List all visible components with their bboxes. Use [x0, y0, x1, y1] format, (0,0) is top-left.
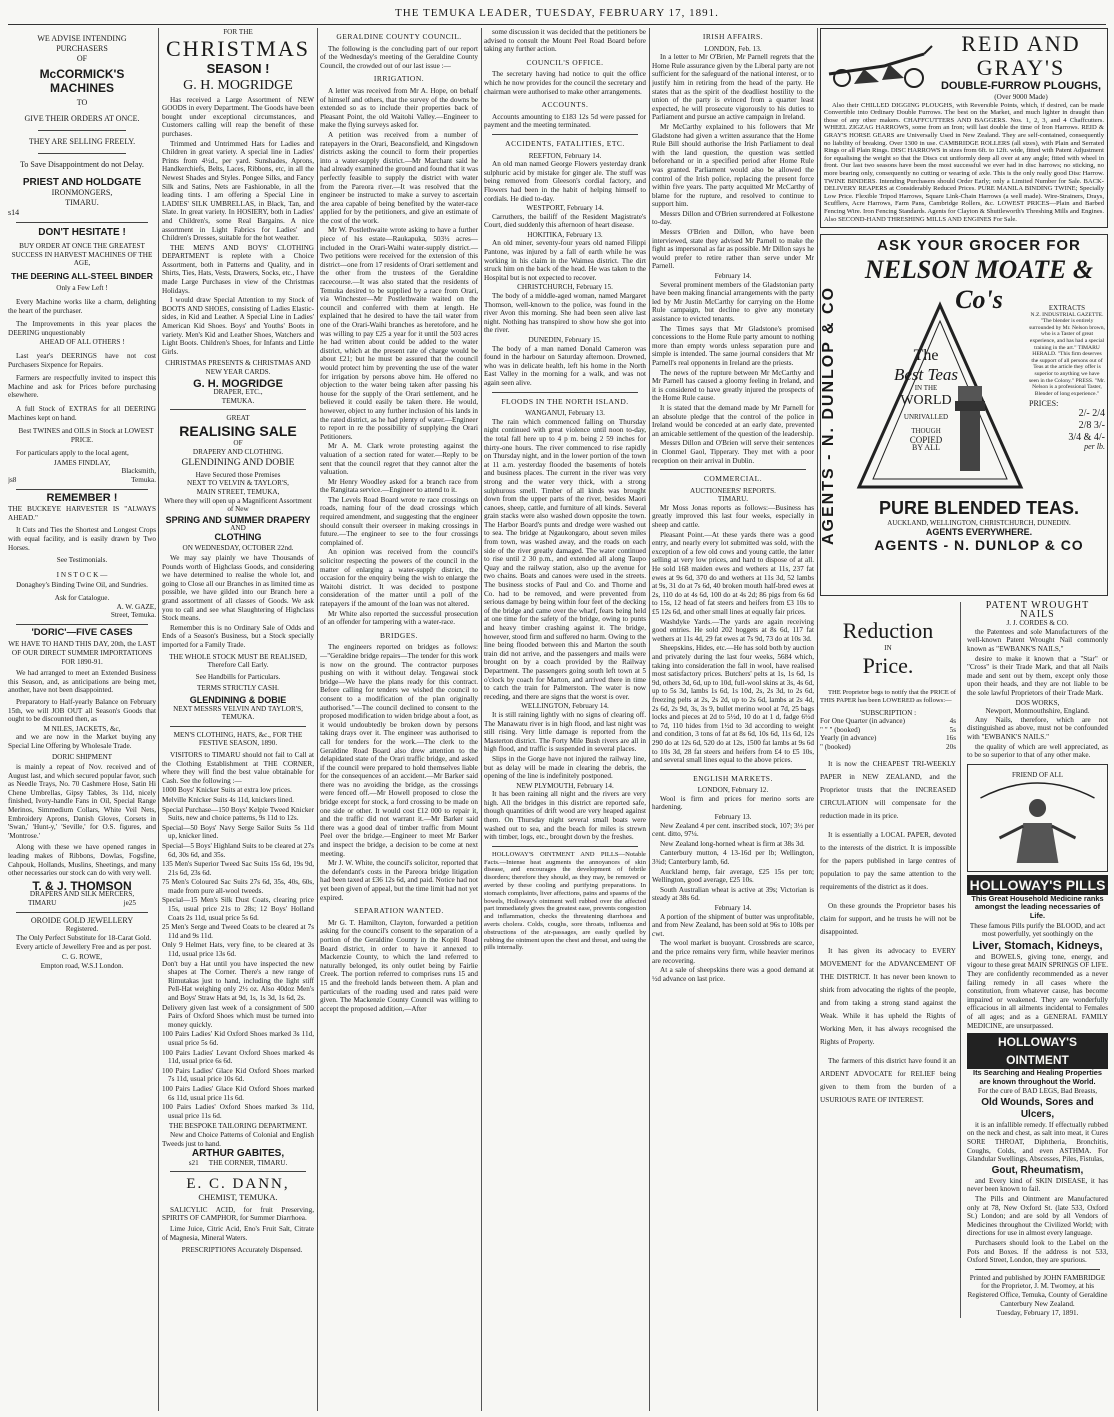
advert-text: Best TWINES and OILS in Stock at LOWEST PRICE. — [18, 427, 154, 444]
advert-text: DRAPERY AND CLOTHING. — [192, 447, 284, 456]
advert-text: THE MEN'S AND BOYS' CLOTHING DEPARTMENT is replete with a Choice Assortment, both in Patterns and Quality, and in Shirts, Ties, Hats, Vests, Drawers, Socks, etc., I have made Large Purchases in view of the Christmas Holidays. — [162, 243, 314, 295]
article-subheading: AUCTIONEERS' REPORTS. — [690, 486, 776, 495]
dateline: WANGANUI, February 13. — [525, 409, 605, 418]
advert-heading: McCORMICK'S MACHINES — [39, 67, 125, 95]
advert-text: Where they will open up a Magnificent Assortment of New — [164, 496, 312, 514]
tea-triangle-text — [881, 347, 971, 453]
advert-text: PRICES: — [1029, 399, 1059, 409]
mccormick-advert — [8, 34, 156, 218]
advert-text: THE BUCKEYE HARVESTER IS "ALWAYS AHEAD." — [8, 505, 156, 522]
article-paragraph: New Zealand long-horned wheat is firm at 38s 3d. — [660, 839, 805, 848]
article-paragraph: Canterbury mutton, 4 13-16d per lb; Wellington, 3¾d; Canterbury lamb, 6d. — [652, 849, 814, 867]
column-rule — [817, 28, 818, 1411]
subscription-row-price: 5s — [949, 725, 956, 734]
advert-text: DRAPER, ETC., — [213, 388, 263, 397]
advert-text: TERMS STRICTLY CASH. — [197, 684, 279, 693]
masthead: THE TEMUKA LEADER, TUESDAY, FEBRUARY 17, 1891. — [8, 2, 1106, 25]
advert-text: THE BESPOKE TAILORING DEPARTMENT. — [168, 1122, 308, 1131]
article-paragraph: The wool market is buoyant. Crossbreds are scarce, and the price remains very firm, while heavier merinos are recovering. — [652, 939, 814, 965]
advert-text: For the cure of BAD LEGS, Bad Breasts, — [977, 1087, 1098, 1096]
advert-text: Therefore Call Early. — [207, 661, 269, 670]
advert-text: IRONMONGERS, — [51, 188, 113, 197]
advert-heading: MEN'S CLOTHING, HATS, &c., FOR THE FESTIVE SEASON, 1890. — [173, 730, 303, 748]
advert-heading: REALISING SALE — [179, 422, 297, 439]
tea-extracts — [1029, 305, 1105, 451]
advert-text: AGENTS EVERYWHERE. — [925, 526, 1033, 537]
clothing-item-list — [162, 786, 314, 1120]
advert-text: FRIEND OF ALL — [1012, 770, 1063, 779]
advert-heading: Price. — [862, 652, 914, 678]
advert-text: THEY ARE SELLING FREELY. — [28, 137, 136, 146]
dateline: REEFTON, February 14. — [528, 151, 602, 160]
advert-text: 'SUBSCRIPTION : — [859, 708, 917, 717]
article-paragraph: HOLLOWAY'S OINTMENT AND PILLS—Notable Facts.—Intense heat augments the annoyances of skin disease, and encourages the development of febrile disorders; therefore they should, as they may, be removed or averted by these cooling and purifying preparations. In stomach complaints, liver affections, pains and spasms of the bowels, Holloway's ointment well rubbed over the affected part immediately gives the greatest ease, prevents congestion and inflammation, checks the threatening diarrhoea and averts cholera. Colds, coughs, sore throats, influenza and obstructions of the air-passages, are easily quelled by rubbing the ointment upon the chest and throat, and using the pills internally. — [484, 850, 646, 952]
list-item: Melville Knicker Suits 4s 11d, knickers lined. — [162, 795, 294, 804]
advert-heading: HOLLOWAY'S OINTMENT — [967, 1033, 1108, 1069]
advert-text: On these grounds the Proprietor bases his claim for support, and he trusts he will not be disappointed. — [820, 901, 956, 936]
buckeye-advert — [8, 491, 156, 620]
advert-text: WORLD — [900, 392, 952, 408]
advert-agent: A. W. GAZE, — [116, 602, 156, 611]
article-paragraph: It is stated that the demand made by Mr Parnell for an absolute pledge that the control of the police in Ireland would be conceded at an early date, prevented an amicable settlement of the question of the leadership. — [652, 403, 814, 438]
article-paragraph: At a sale of sheepskins there was a good demand at ½d advance on last price. — [652, 966, 814, 983]
article-paragraph: In a letter to Mr O'Brien, Mr Parnell regrets that the Home Rule assurance given by the Liberal party are not sufficient for the safeguard of the national interest, or to justify him in retiring from the head of the party. He states that as the spirit of the deadliest hostility to the union of the party is evinced from a quarter least expected, he will prosecute vigorously to his duties to Parliament and pursue an active campaign in Ireland. — [652, 53, 814, 122]
article-paragraph: An old miner, seventy-four years old named Filippi Pantone, was injured by a fall of earth while he was working in his claim in the Waimea district. The dirt struck him on the back of the head. He was taken to the Hospital but is not expected to recover. — [484, 239, 646, 282]
advert-text: We may say plainly we have Thousands of Pounds worth of Highclass Goods, and considering we have determined to realise the whole lot, and going to Close all our Branches in as limited time as possible, we have gilded into our Branch here a grand assortment of all classes of Goods. We ask you to call and see what Slaughtering of Highclass Stock means. — [162, 554, 314, 623]
advert-text: VISITORS to TIMARU should not fail to Call at the Clothing Establishment at THE CORNER, where they will find the best value obtainable for Cash. See the following :— — [162, 750, 314, 785]
reduction-in-price-notice — [820, 602, 961, 1318]
advert-text: NEXT TO VELVIN & TAYLOR'S, — [187, 479, 289, 488]
dateline: February 13. — [714, 813, 752, 822]
dateline: CHRISTCHURCH, February 15. — [517, 283, 613, 292]
article-paragraph: some discussion it was decided that the petitioners be advised to consult the Mount Peel Road Board before taking any further action. — [484, 28, 646, 54]
advert-text: MAIN STREET, TEMUKA, — [196, 487, 280, 496]
list-item: Special—15 Men's Silk Dust Coats, clearing price 15s, usual price 21s to 28s; 12 Boys' Holland Coats 2s 11d, usual price 5s 6d. — [162, 896, 314, 922]
advert-text: GIVE THEIR ORDERS AT ONCE. — [24, 114, 140, 123]
advert-text: THE Proprietor begs to notify that the PRICE of THIS PAPER has been LOWERED as follows:— — [820, 688, 956, 704]
advert-heading: 'DORIC'—FIVE CASES — [31, 626, 133, 638]
article-paragraph: Mr Moss Jonas reports as follows:—Business has greatly improved this last four weeks, especially in sheep and cattle. — [652, 503, 814, 530]
advert-text: The Improvements in this year places the DEERING unquestionably — [8, 320, 156, 337]
advert-text: Temuka. — [131, 476, 156, 485]
advert-text: THOUGH — [911, 427, 941, 436]
advert-text: TO — [76, 98, 88, 107]
advert-heading: OROIDE GOLD JEWELLERY — [30, 915, 134, 925]
advert-text: GREAT — [226, 414, 250, 423]
column-rule — [317, 28, 318, 1411]
list-item: 100 Pairs Ladies' Kid Oxford Shoes marked 3s 11d, usual price 5s 6d. — [162, 1030, 314, 1047]
article-paragraph: A petition was received from a number of ratepayers in the Orari, Beaconsfield, and Kingsdown districts asking the council to form their properties into a water-supply district.—Mr Marchant said he had already examined the ground and found that it was perfectly feasible to supply the district with water from the Pareora river.—It was resolved that the engineer be instructed to make a survey to ascertain the area capable of being benefited by the water-race applied for by the petitioners, and give an estimate of the cost of the work. — [320, 130, 478, 225]
advert-text: Also their CHILLED DIGGING PLOUGHS, with Reversible Points, which, if desired, can be made Convertible into Ordinary Double Furrows. The best on the Market, and much lighter in draught than those of any other makers. CHAFFCUTTERS AND BAGGERS. Nos. 1, 2, 3, and 4 Chaffcutters. WHEEL ZIGZAG HARROWS, some from an Iron; will last double the time of Iron Harrows. REID & GRAY'S HORSE GEARS are Universally Used in New Zealand. They are self-contained, consequently no liability of breaking. Over 1300 in use. CAMBRIDGE ROLLERS (all sizes), with Plain and Serrated Rings or all Plain Rings. DISC HARROWS in sizes from 6ft. to 12ft. wide, fitted with Patent Adjustment for equalising the weight so that the Discs cut uniformly deep all over at any angle; fitted with wheel in front. Our last two seasons have been the most successful we ever had in disc harrows; no sticking, no more bearing only, consequently no cutting or wearing of axle. This is the only really good Disc Harrow. TWINE BINDERS. Intending Purchasers should Order Early; only a Limited Number for Sale. BACK-DELIVERY REAPERS at Considerably Reduced Prices. PURE MANILA BINDING TWINE; Specially Low Price. Flexible Tripod Harrows, Square Link-Chain Harrows (a well made). Wire-Strainers, Drays, Scufflers, Acre Harrows, Farm Pans, Cambridge Rollers, &c. LOWEST PRICES—Plain and Barbed Fencing Wire. Iron Fencing Standards. Agents for Clayton & Shuttleworth's Threshing Mills and Engines. Also SECOND-HAND THRESHING MILLS AND ENGINES For Sale. — [824, 101, 1104, 223]
subscription-row-label: Yearly (in advance) — [820, 734, 877, 743]
advert-text: desire to make it known that a "Star" or "Cross" is their Trade Mark, and that all Nails made and sent out by them, except only those upon their heads, and they are not liable to be the sole lawful Proprietors of their Trade Mark. — [967, 654, 1108, 698]
advert-heading: CHRISTMAS — [166, 35, 310, 61]
advert-text: TEMUKA. — [221, 396, 255, 405]
advert-text: Gout, Rheumatism, — [991, 1164, 1084, 1176]
advert-text: It is essentially a LOCAL PAPER, devoted to the interests of the district. It is impossible for the papers published in large centres of population to pay the same attention to the requirements of the district as it does. — [820, 830, 956, 891]
advert-heading: DORIC SHIPMENT — [51, 752, 113, 761]
dateline: NEW PLYMOUTH, February 14. — [516, 781, 614, 790]
advert-text: Street, Temuka. — [110, 611, 156, 620]
advert-heading: HOLLOWAY'S PILLS — [967, 875, 1108, 895]
advert-text: IN THE — [914, 384, 938, 393]
advert-text: Blacksmith, — [121, 467, 156, 476]
advert-text: FOR THE — [223, 28, 253, 36]
column-2-advertisements — [162, 28, 314, 1411]
advert-code: s21 — [188, 1158, 199, 1167]
article-paragraph: Carruthers, the bailiff of the Resident Magistrate's Court, died suddenly this afternoon of heart disease. — [484, 212, 646, 230]
list-item: Delivery given last week of a consignment of 500 Pairs of Oxford Shoes which must be turned into money quickly. — [162, 1003, 314, 1029]
advert-text: and Every kind of SKIN DISEASE, it has never been known to fail. — [967, 1176, 1108, 1194]
oroide-advert — [8, 917, 156, 971]
subscription-row-price: 20s — [946, 743, 956, 752]
advert-text: Newport, Monmouthshire, England. — [985, 707, 1090, 716]
advert-heading: E. C. DANN, — [186, 1176, 290, 1193]
article-paragraph: Mr White also reported the successful prosecution of an offender for tampering with a water-race. — [320, 609, 478, 627]
advert-text: ON WEDNESDAY, OCTOBER 22nd. — [182, 543, 294, 552]
advert-text: AHEAD OF ALL OTHERS ! — [39, 338, 125, 347]
holloway-illustration — [967, 764, 1108, 872]
advert-text: The — [913, 347, 939, 365]
article-subheading: COUNCIL'S OFFICE. — [526, 57, 604, 67]
dateline: WESTPORT, February 14. — [526, 204, 604, 213]
dateline: HOKITIKA, February 13. — [527, 230, 603, 239]
article-paragraph: Sheepskins, Hides, etc.—He has sold both by auction and privately during the last four weeks, 5684 which, taking into consideration the fall in wool, have realised most satisfactory prices. Butchers' pelts at 1s, 1s 6d, 1s 9d, others 3d, 6d, up to 10d, full-wool skins at 3s, 4s 6d, up to 5s 3d, lambs 1s 6d, 1s 10d, 2s, 2s 3d, to 2s 6d, freezing pelts at 2s, 2s 2d, up to 2s 6d, lambs at 2s 4d, 2s 6d, 2s 9d, 3s, 3s 9, bullet merino wool at 7d, 25 bags locks and pieces at 2d to 5½d, 10 do at 1 d, fadge 6½d to 7d, 110 hides from 1½d to 3d according to weight and condition, 3 tons of fat at 8s 6d, 10s 6d, 11s 6d, 12s 290 do at 12s 6d, 520 do at 12s, 1500 fat lambs at 9s 6d to 10s 3d, 28 fat steers and heifers from £4 to £5 10s, and several small lines equal to the above prices. — [652, 644, 814, 765]
article-paragraph: An opinion was received from the council's solicitor respecting the powers of the council in the matter of enlarging a water-supply district, the occasion for the enquiry being the wish to enlarge the Waitohi district. It was decided to postpone consideration of the matter until a poll of the ratepayers if the amount of the loan was not altered. — [320, 548, 478, 608]
list-item: 100 Pairs Ladies' Glace Kid Oxford Shoes marked 7s 11d, usual price 10s 6d. — [162, 1066, 314, 1084]
advert-text: THE WHOLE STOCK MUST BE REALISED, — [169, 652, 307, 661]
advert-text: This Great Household Medicine ranks amongst the leading necessaries of Life. — [971, 893, 1104, 920]
article-paragraph: The Times says that Mr Gladstone's promised concessions to the Home Rule party amount to nothing more than empty words unless separation pure and simple is intended. The same journal considers that Mr Parnell's real opponents in Ireland are the priests. — [652, 324, 814, 367]
column-4-news — [484, 28, 646, 1411]
advert-text: Have Secured those Premises — [195, 470, 281, 479]
advert-text: It has given its advocacy to EVERY MOVEMENT for the ADVANCEMENT OF THE DISTRICT. It has never been known to shirk from advocating the rights of the people, and from taking a strong stand against the Weak. While it has upheld the Rights of Working Men, it has always recognised the Rights of Property. — [820, 946, 956, 1046]
article-subheading: IRRIGATION. — [373, 74, 425, 84]
article-paragraph: Accounts amounting to £183 12s 5d were passed for payment and the meeting terminated. — [484, 112, 646, 130]
advert-text: WE HAVE TO HAND THIS DAY, 20th, the LAST OF OUR DIRECT SUMMER IMPORTATIONS FOR 1890-91. — [8, 640, 156, 666]
article-heading: COMMERCIAL. — [703, 474, 763, 484]
article-paragraph: Slips in the Gorge have not injured the railway line, but as delay will be made in clearing the debris, the opening of the line is indefinitely postponed. — [484, 754, 646, 781]
advert-text: per lb. — [1084, 442, 1105, 451]
article-paragraph: Mr McCarthy explained to his followers that Mr Gladstone had given a written assurance that the Home Rule Bill should authorise the Irish Parliament to deal with the land question, the question was settled beforehand or in a specified period after Home Rule was granted. Parliament would also be allowed the control of the Irish police, replacing the present force within five years. The party acquitted Mr McCarthy of blame for the rupture, and resolved to continue to support him. — [652, 122, 814, 209]
advert-heading: CLOTHING — [214, 531, 262, 542]
imprint-date: Tuesday, February 17, 1891. — [996, 1309, 1079, 1318]
advert-text: The Pills and Ointment are Manufactured only at 78, New Oxford St. (late 533, Oxford St.) London; and are sold by all Vendors of Medicines throughout the Civilized World; with directions for use in almost every language. — [967, 1195, 1108, 1238]
advert-heading: SEASON ! — [206, 60, 270, 76]
advert-text: Trimmed and Untrimmed Hats for Ladies and Children in great variety. A special line in Ladies' Prints from 4½d., per yard. Sunshades, Aprons, Handkerchiefs, Belts, Laces, Ribbons, etc, in all the Newest Shades and Styles. Pongee Silks, and Fancy Silk and Satins, Nets are Fashionable, in all the leading tints. I am offering a Special Line in LADIES' SILK UMBRELLAS, in Black, Tan, and Slate. In great variety. In HOSIERY, both in Ladies' and Children's, some Real Bargains. A nice assortment in Light Fabrics for Ladies' and Children's Dresses, suitable for the hot weather. — [162, 139, 314, 243]
advert-heading: SPRING AND SUMMER DRAPERY — [165, 514, 311, 525]
advert-text: Farmers are respectfully invited to inspect this Machine and ask for Prices before purchasing elsewhere. — [8, 374, 156, 400]
advert-text: IN — [884, 644, 892, 653]
advert-text: Along with these we have opened ranges in leading makes of Ribbons, Dowlas, Fogsfine, Cahpouk, Hollands, Muslins, Sheetings, and many other necessaries our stock can do with very well. — [8, 843, 156, 878]
advert-text: DRAPERS AND SILK MERCERS, — [29, 890, 135, 899]
lower-advert-row — [820, 602, 1108, 1318]
advert-text: Purchasers should look to the Label on the Pots and Boxes. If the address is not 533, Oxford Street, London, they are spurious. — [967, 1239, 1108, 1265]
list-item: 135 Men's Superior Tweed Sac Suits 15s 6d, 19s 9d, 21s 6d, 23s 6d. — [162, 860, 314, 877]
column-1-advertisements — [8, 28, 156, 1411]
dateline: TIMARU. — [717, 495, 749, 504]
advert-text: SALICYLIC ACID, for fruit Preserving, SPIRITS OF CAMPHOR, for Summer Diarrhoea. — [162, 1205, 314, 1223]
reid-gray-advert — [820, 28, 1108, 228]
price-line: 2/- 2/4 — [1078, 408, 1105, 419]
advert-text: COPIED — [909, 434, 943, 445]
advert-heading: T. & J. THOMSON — [32, 878, 132, 893]
article-paragraph: The body of a man named Donald Cameron was found in the harbour on Saturday afternoon. Drowned, who was in delicate health, left his home in the North East Valley in the morning for a walk, and was not again seen alive. — [484, 344, 646, 387]
advert-code: js8 — [8, 476, 17, 485]
advert-text: and BOWELS, giving tone, energy, and vigour to these great MAIN SPRINGS OF LIFE. They are confidently recommended as a never failing remedy in all cases where the constitution, from whatever cause, has become impaired or weakened. They are wonderfully efficacious in all ailments incidental to Females of all ages; and as a GENERAL FAMILY MEDICINE, are unsurpassed. — [967, 952, 1108, 1030]
list-item: 100 Pairs Ladies' Oxford Shoes marked 3s 11d, usual price 11s 6d. — [162, 1103, 314, 1120]
advert-text: The farmers of this district have found it an ARDENT ADVOCATE for RELIEF being given to them from the burden of a USURIOUS RATE OF INTEREST. — [820, 1056, 956, 1104]
advert-text: N.Z. INDUSTRIAL GAZETTE. "The blender is entirely surrounded by Mr. Nelson brown, who is a Taster of great experience, and has had a special training in the art." TIMARU HERALD. "This firm deserves the support of all persons out of Teas at the article they offer is superior to anything we have seen in the Colony." PRESS. "Mr. Nelson is a professional Taster, Blender of long experience." — [1029, 311, 1105, 397]
article-paragraph: Mr J. W. White, the council's solicitor, reported that the defendant's costs in the Pareora bridge litigation had been taxed at £36 12s 6d, and paid. Notice had not yet been given of appeal, but the time limit had not yet expired. — [320, 859, 478, 902]
article-heading: FLOODS IN THE NORTH ISLAND. — [501, 396, 629, 406]
list-item: Special—5 Boys' Highland Suits to be cleared at 27s 6d, 30s 6d, and 35s. — [162, 841, 314, 859]
article-paragraph: An old man named George Flowers yesterday drank sulphuric acid by mistake for ginger ale. The stuff was being removed from Gleeson's cordial factory, and Flowers had been in the habit of helping himself to cordials. He died to-day. — [484, 160, 646, 203]
imprint: Printed and published by JOHN FAMBRIDGE for the Proprietor, J. M. Twomey, at his Registered Office, Temuka, County of Geraldine Canterbury New Zealand. — [967, 1273, 1108, 1308]
advert-heading: AGENTS - N. DUNLOP & CO — [874, 537, 1084, 554]
advert-text: CHEMIST, TEMUKA. — [198, 1192, 278, 1203]
advert-text: BUY ORDER AT ONCE THE GREATEST SUCCESS IN HARVEST MACHINES OF THE AGE, — [11, 242, 153, 268]
advert-heading: I N S T O C K — — [56, 570, 108, 579]
advert-text: Last year's DEERINGS have not cost Purchasers Sixpence for Repairs. — [8, 351, 156, 369]
article-paragraph: Messrs Dillon and O'Brien surrendered at Folkestone to-day. — [652, 209, 814, 227]
advert-text: is mainly a repeat of Nov. received and of August last, and which secured popular favor, such as Needle Trays, No. 70 Cashmere Hose, Satin Hi Chene Umbrellas, Gipsy Tables, 3s 11d, nicely finished, Ivory-handle Fans in Oil, Special Range Merinos, Simmedium Collars, White Veil Nets, Embroidery Aprons, Danish Gloves, Corsets in 'Swan,' 'Hunt-y,' 'Seville,' for O.S. figures, and 'Montrose.' — [8, 763, 156, 840]
article-subheading: BRIDGES. — [380, 630, 418, 640]
advert-text: TEMUKA. — [221, 713, 255, 722]
advert-text: THE CORNER, TIMARU. — [208, 1158, 288, 1167]
advert-heading: Reduction — [842, 618, 934, 644]
column-5-news — [652, 28, 814, 1411]
advert-heading: PATENT WROUGHT NAILS — [985, 600, 1090, 620]
list-item: Don't buy a Hat until you have inspected the new shapes at The Corner. There's a new range of Rimutakas just to hand, including the light stiff Pell-Hat weighing only 2½ oz. Also 40doz Men's and Boys' Straw Hats at 9d, 1s, 1s 3d, 1s 6d, 2s. — [162, 959, 314, 1002]
advert-text: These famous Pills purify the BLOOD, and act most powerfully, yet soothingly on the — [969, 921, 1106, 939]
advert-text: A full Stock of EXTRAS for all DEERING Machines kept on hand. — [8, 404, 156, 422]
article-paragraph: A letter was received from Mr A. Hope, on behalf of himself and others, that the survey of the downs be extended so as to include their properties back of Pleasant Point, the old Waitohi Valley.—Engineer to make the flying surveys asked for. — [320, 86, 478, 130]
advert-text: UNRIVALLED — [903, 412, 949, 421]
advert-text: We had arranged to meet an Extended Business this Season, and, as anticipations are being met, another, have not been disappointed. — [8, 669, 156, 695]
advert-text: Registered. — [65, 925, 99, 934]
advert-text: See Testimonials. — [56, 556, 108, 565]
advert-text: Lime Juice, Citric Acid, Eno's Fruit Salt, Citrate of Magnesia, Mineral Waters. — [162, 1225, 314, 1242]
advert-text: Has received a Large Assortment of NEW GOODS in every Department. The Goods have been bought under exceptional circumstances, and Customers calling will reap the benefit of these purchases. — [162, 95, 314, 138]
article-paragraph: A portion of the shipment of butter was unprofitable, and from New Zealand, has been sold at 96s to 108s per cwt. — [652, 912, 814, 938]
article-paragraph: Auckland hemp, fair average, £25 15s per ton; Wellington, good average, £25 10s. — [652, 867, 814, 885]
advert-text: Donaghey's Binding Twine Oil, and Sundries. — [16, 581, 148, 590]
advert-text: OF — [76, 54, 88, 63]
column-rule — [649, 28, 650, 1411]
column-6-advertisements — [820, 28, 1108, 1411]
advert-text: AUCKLAND, WELLINGTON, CHRISTCHURCH, DUNEDIN. — [887, 519, 1071, 528]
dateline: LONDON, February 12. — [697, 786, 769, 795]
advert-text: Preparatory to Half-yearly Balance on February 15th, we will JOB OUT all Season's Goods that ought to be discounted then, as — [8, 697, 156, 724]
advert-heading: G. H. MOGRIDGE — [183, 77, 293, 93]
article-paragraph: It is still raining lightly with no signs of clearing off. The Manawatu river is in high flood, and last night was still rising. Very little damage is reported from the Masterton district. The Forty Mile Bush rivers are all in high flood, and traffic is suspended in several places. — [484, 710, 646, 754]
list-item: 100 Pairs Ladies' Glace Kid Oxford Shoes marked 6s 11d, usual price 11s 6d. — [162, 1084, 314, 1102]
article-paragraph: South Australian wheat is active at 39s; Victorian is steady at 38s 6d. — [652, 885, 814, 903]
nelson-moate-tea-advert — [820, 234, 1108, 596]
list-item: 25 Men's Serge and Tweed Coats to be cleared at 7s 11d and 9s 11d. — [162, 923, 314, 940]
advert-text: New and Choice Patterns of Colonial and English Tweeds just to hand. — [162, 1130, 314, 1148]
advert-heading: THE DEERING ALL-STEEL BINDER — [11, 270, 153, 281]
article-paragraph: The engineers reported on bridges as follows:—"Geraldine bridge repairs—The tender for this work is now on the ground. The contractor purposes pushing on with it without delay. Tengawai stock bridge—We have the plans ready for this contract. Before calling for tenders we wished the council to consent to a modification of the plan originally authorised."—The council declined to consent to the proposed modification to widen bridge about a foot, as it would undoubtedly be broken down by persons taking drays over it. The engineer was authorised to call for tenders for the work.—The clerk to the Geraldine Road Board also drew attention to the delapidated state of the Orari traffic bridge, and asked if the council were prepared to hold themselves liable for the consequences of an accident.—Mr Barker said there was no avoiding the bridge, as the crossings were fenced off.—Mr Howell proposed to close the bridge except for stock, a ford crossing to be made on one side or other. It would cost £12 000 to repair it, and the traffic did not warrant it.—Mr Barker said there was a good deal of timber traffic from Mount Peel over the bridge.—Engineer to meet Mr Barker and inspect the bridge, a decision to be come at next meeting. — [320, 643, 478, 858]
subscription-row-price: 16s — [946, 734, 956, 743]
advert-text: To Save Disappointment do not Delay. — [20, 160, 144, 169]
list-item: Only 9 Helmet Hats, very fine, to be cleared at 3s 11d, usual price 13s 6d. — [162, 941, 314, 959]
article-heading: ENGLISH MARKETS. — [693, 773, 773, 783]
advert-text: M NILES, JACKETS, &c, — [43, 724, 121, 733]
advert-text: the quality of which are well appreciated, as to be so superior to that of any other make. — [967, 742, 1108, 760]
advert-text: it is an infallible remedy. If effectually rubbed on the neck and chest, as salt into meat, it Cures SORE THROAT, Diphtheria, Bronchitis, Coughs, Colds, and even ASTHMA. For Glandular Swellings, Abscesses, Piles, Fistulas, — [967, 1120, 1108, 1164]
article-paragraph: The secretary having had notice to quit the office which he now provides for the council the secretary and chairman were authorised to make other arrangements. — [484, 70, 646, 96]
article-paragraph: The following is the concluding part of our report of the Wednesday's meeting of the Geraldine County Council, the crowded out of our last issue :— — [320, 44, 478, 70]
advert-text: Old Wounds, Sores and Ulcers, — [981, 1096, 1094, 1120]
advert-text: Any Nails, therefore, which are not distinguished as above, must not be confounded with "EWBANK'S NAILS." — [967, 715, 1108, 741]
advert-text: TIMARU. — [65, 198, 99, 207]
plough-illustration-icon — [824, 44, 934, 90]
list-item: 100 Pairs Ladies' Levant Oxford Shoes marked 4s 11d, usual price 6s 6d. — [162, 1048, 314, 1066]
advert-text: and we are now in the Market buying any Special Line Offering by Wholesale Trade. — [8, 733, 156, 750]
advert-side-text: AGENTS - N. DUNLOP & CO — [820, 285, 837, 545]
advert-heading: REID AND GRAY'S — [961, 31, 1081, 80]
advert-heading: PRIEST AND HOLDGATE — [22, 177, 142, 188]
column-rule — [158, 28, 159, 1411]
advert-text: AND — [230, 524, 246, 533]
article-paragraph: Mr A. M. Clark wrote protesting against the valuation of a section rated for water.—Reply to be sent that the council regret that they cannot alter the valuation. — [320, 442, 478, 477]
dateline: DUNEDIN, February 15. — [528, 336, 602, 344]
advert-text: I would draw Special Attention to my Stock of BOOTS AND SHOES, consisting of Ladies Elastic-sides, in Kid and Leather. A Special Line in Ladies' American Kid Shoes. Boys' and Youths' Boots in variety. Men's Kid and Leather Shoes, Watchers and Light Boots. Children's Shoes, for Infants and Little Girls. — [162, 296, 314, 356]
advert-text: For particulars apply to the local agent, — [16, 449, 129, 458]
price-line: 2/8 3/- — [1078, 420, 1105, 431]
list-item: Special—50 Boys' Navy Serge Sailor Suits 5s 11d up, knicker lined. — [162, 823, 314, 841]
advert-text: PRESCRIPTIONS Accurately Dispensed. — [181, 1246, 303, 1255]
friend-of-all-figure-icon — [971, 768, 1104, 868]
advert-text: Ask for Catalogue. — [54, 594, 110, 602]
advert-text: DOS WORKS, — [1015, 698, 1060, 707]
article-paragraph: New Zealand 4 per cent. inscribed stock, 107; 3½ per cent. ditto, 97¼. — [652, 821, 814, 839]
advert-text: Only a Few Left ! — [56, 284, 108, 293]
advert-text: Remember this is no Ordinary Sale of Odds and Ends of a Season's Business, but a Stock specially imported for a Family Trade. — [162, 623, 314, 650]
advert-text: See Handbills for Particulars. — [195, 672, 281, 681]
article-subheading: SEPARATION WANTED. — [354, 906, 444, 916]
advert-text: It is now the CHEAPEST TRI-WEEKLY PAPER in NEW ZEALAND, and the Proprietor trusts that the INCREASED CIRCULATION will compensate for the reduction made in its price. — [820, 759, 956, 820]
article-paragraph: Pleasant Point.—At these yards there was a good entry, and nearly every lot submitted was sold, with the exception of a few old cows and young cattle, the latter selling at very low prices, and hard to dispose of at all. He sold 168 maiden ewes and wethers at 11s, 237 fat ewes at 9s 6d, 370 do and wethers at 11s 3d, 52 lambs at 9s, 31 do at 7s 6d, 40 broken mouth half-bred ewes at 2s, 110 do at 4s 6d, 100 do at 4s 2d; 86 pigs from 6s 6d to 15s, 12 head of fat steers and heifers from £3 10s to £5 12s 6d, and other small lines at equally fair prices. — [652, 530, 814, 616]
advert-heading: GLENDINING & DOBIE — [189, 695, 287, 705]
advert-heading: G. H. MOGRIDGE — [193, 377, 283, 390]
advert-code: s14 — [8, 208, 20, 217]
advert-heading: NELSON MOATE & Co's — [864, 255, 1094, 315]
advert-text: NEXT MESSRS VELVIN AND TAYLOR'S, — [173, 704, 303, 713]
advert-agent: C. G. ROWE, — [61, 952, 103, 961]
subscription-row-price: 4s — [949, 717, 956, 726]
advert-heading: EXTRACTS — [1048, 304, 1086, 313]
article-paragraph: Mr G. T. Hamilton, Clayton, forwarded a petition asking for the council's consent to the separation of a portion of the Geraldine County in the Kopiti Road Board district, in order to have it annexed to Mackenzie County, to which the land referred to naturally belonged, its only outlet being by Fairlie Creek. The portion referred to comprises runs 15 and 15 and the freehold lands between them. A plan and particulars of the roading used and rates paid were given. The Mackenzie County Council was willing to accept the proposed addition,—After — [320, 918, 478, 1013]
article-subheading: ACCOUNTS. — [541, 100, 589, 110]
article-paragraph: The news of the rupture between Mr McCarthy and Mr Parnell has caused a gloomy feeling in Ireland, and it is considered to have greatly injured the prospects of the Home Rule cause. — [652, 368, 814, 403]
list-item: 1000 Boys' Knicker Suits at extra low prices. — [162, 786, 292, 795]
advert-heading: DON'T HESITATE ! — [38, 227, 126, 238]
price-line: 3/4 & 4/- — [1068, 432, 1105, 443]
advert-code: je25 — [123, 899, 136, 907]
advert-text: Liver, Stomach, Kidneys, — [972, 939, 1103, 952]
advert-text: It Cuts and Ties the Shortest and Longest Crops with equal facility, and is easily drawn by Two Horses. — [8, 526, 156, 552]
article-paragraph: The Levels Road Board wrote re race crossings on roads, naming four of the dead crossings which required amendment, and suggesting that the engineer should consult their overseer in making crossings in future.—The engineer to see to the four crossings complained of. — [320, 495, 478, 547]
article-paragraph: Wool is firm and prices for merino sorts are hardening. — [652, 794, 814, 812]
wrought-nails-advert — [967, 602, 1108, 760]
article-heading: ACCIDENTS, FATALITIES, ETC. — [505, 138, 625, 148]
advert-heading: DOUBLE-FURROW PLOUGHS, — [940, 80, 1102, 92]
subscription-row-label: " " " (booked) — [820, 725, 861, 734]
advert-text: BY ALL — [912, 443, 940, 453]
article-paragraph: Messrs O'Brien and Dillon, who have been interviewed, state they advised Mr Parnell to make the fight as impersonal as far as possible. Mr Dillon says he would prefer to retire rather than serve under Mr Parnell. — [652, 228, 814, 271]
dateline: WELLINGTON, February 14. — [521, 702, 609, 711]
article-heading: IRISH AFFAIRS. — [702, 32, 764, 41]
advert-heading: GLENDINING AND DOBIE — [181, 458, 295, 469]
advert-text: OF — [233, 438, 243, 447]
article-heading: GERALDINE COUNTY COUNCIL. — [336, 32, 462, 41]
advert-heading: ASK YOUR GROCER FOR — [877, 237, 1081, 255]
advert-text: (Over 9000 Made) — [994, 93, 1048, 101]
advert-text: Empton road, W.S.I London. — [40, 961, 124, 970]
advert-text: CHRISTMAS PRESENTS & CHRISTMAS AND NEW YEAR CARDS. — [165, 359, 311, 376]
article-paragraph: Mr W. Postlethwaite wrote asking to have a further piece of his estate—Raukapuka, 503½ acres—included in the Orari-Waihi water-supply district.—Two petitions were received for the extension of this district—one from 17 residents of Orari settlement and the other from the trustees of the Geraldine racecourse.—It was also stated that the residents of Temuka desired to be supplied by a race from Orari, via Winchester—Mr Postlethwaite waited on the council and conferred with them at length. He explained that he desired to have the tail water from one of the Orari-Waihi branches as heretofore, and he was willing to pay £25 a year for it until the 503 acres he had written about could be added to the water district, which at the present rate of charge would be about £21; but he must be assured that the council would protect him by preventing the use of the water for irrigation by persons above him. He offered no objection to the water being taken after passing his house for the supply of the Orari settlement, and he believed it could easily be taken there. He would, however, object to any further inclusion of his lands in the rated district, as he had plenty of water.—Engineer to report in re the possibility of supplying the Orari Petitioners. — [320, 226, 478, 441]
advert-heading: REMEMBER ! — [46, 491, 118, 504]
article-paragraph: Mr Henry Woodley asked for a branch race from the Rangitata service.—Engineer to attend to it. — [320, 477, 478, 495]
advert-text: J. J. CORDES & CO. — [1006, 619, 1069, 628]
advert-text: the Patentees and sole Manufacturers of the well-known Patent Wrought Nail commonly known as "EWBANK'S NAILS," — [967, 627, 1108, 654]
advert-text: Every Machine works like a charm, delighting the heart of the purchaser. — [8, 297, 156, 315]
advert-text: Every article of Jewellery Free and as per post. — [16, 943, 152, 952]
subscription-row-label: " (booked) — [820, 743, 851, 752]
advert-text: Best Teas — [893, 365, 959, 385]
right-advert-stack — [967, 602, 1108, 1318]
advert-text: WE ADVISE INTENDING — [37, 34, 127, 43]
article-paragraph: Several prominent members of the Gladstonian party have been making financial arrangements with the party led by Mr Justin McCarthy for carrying on the Home Rule campaign, but decline to give any monetary assistance to evicted tenants. — [652, 280, 814, 323]
article-paragraph: The rain which commenced falling on Thursday night continued with great violence until noon to-day, the total fall here up to 4 p m. being 2 59 inches for thirty-one hours. The river commenced to rise rapidly on Thursday night, and in the lower portion of the town at 11 a.m. yesterday flooded the basements of hotels and business places. The current in the river was very strong and the water very thick, with a strong sulphurous smell. Timber of all kinds was brought down from the upper parts of the river, besides Maori canoes, sheep, cattle, and furniture of all kinds. Several grain stacks were also washed down opposite the town. The Harbor Board's punts and dredge were washed out to sea. The bridge at Ngaukongaro, about seven miles from town, was washed away, and the roads on each side of the river greatly damaged. The water continued to rise until 2 30 p.m., and extended all along Taupo Quay and the railway station, also up the avenue for two chains. Boats and canoes were used in the streets. The business stocks of Paul and Co. and Thorne and Co. had to be removed, and were prevented from serious damage by being within four feet of the decking of the bridge and came over the wharf, fears being held at one time for the safety of the bridge, owing to punts and heavy timber crashing against it. The bridge, however, stood firm and suffered no harm. Owing to the line being flooded between this and Marton the south train did not arrive, and the passengers and mails were brought on by a coach provided by the Railway Department. The passengers going south left town at 5 o'clock by coach for Marton, and arrived there in time to catch the train for Palmerston. The water is now receding, and there are signs that the worst is over. — [484, 417, 646, 701]
advert-text: The Only Perfect Substitute for 18-Carat Gold. — [16, 933, 152, 942]
advert-heading: PURE BLENDED TEAS. — [878, 498, 1080, 519]
dateline: February 14. — [714, 272, 752, 281]
article-paragraph: Washdyke Yards.—The yards are again receiving good entries. He sold 202 hoggets at 8s 6d, 117 fat wethers at 11s 4d, 29 fat ewes at 7s 9d, 73 do at 10s 3d. — [652, 617, 814, 643]
column-rule — [481, 28, 482, 1411]
advert-agent: JAMES FINDLAY, — [53, 458, 111, 467]
doric-advert — [8, 626, 156, 908]
article-paragraph: Messrs Dillon and O'Brien will serve their sentences in Clonmel Gaol, Tipperary. They met with a poor reception on their arrival in Dublin. — [652, 439, 814, 465]
article-paragraph: It has been raining all night and the rivers are very high. All the bridges in this district are reported safe, though quantities of drift wood are very heaped against them. On Thursday night several small boats were washed out to sea, and the beach for miles is strewn with timber, logs, etc., brought down by the freshes. — [484, 790, 646, 842]
list-item: Special Purchase—150 Boys' Kelpie Tweed Knicker Suits, new and choice patterns, 9s 11d to 12s. — [162, 805, 314, 823]
deering-advert — [8, 227, 156, 485]
dateline: February 14. — [714, 904, 752, 912]
list-item: 75 Men's Coloured Sac Suits 27s 6d, 35s, 40s, 60s, made from pure all-wool tweeds. — [162, 878, 314, 895]
dateline: LONDON, Feb. 13. — [704, 44, 762, 53]
article-paragraph: The body of a middle-aged woman, named Margaret Thomson, well-known to the police, was found in the river Avon this morning. She had been seen alive last night. Nothing has transpired to show how she got into the river. — [484, 292, 646, 335]
advert-text: PURCHASERS — [56, 44, 108, 53]
subscription-row-label: For One Quarter (in advance) — [820, 717, 906, 726]
advert-heading: ARTHUR GABITES, — [191, 1148, 285, 1160]
advert-text: Its Searching and Healing Properties are known throughout the World. — [973, 1068, 1102, 1086]
column-3-council-report — [320, 28, 478, 1411]
advert-text: TIMARU — [28, 899, 57, 907]
